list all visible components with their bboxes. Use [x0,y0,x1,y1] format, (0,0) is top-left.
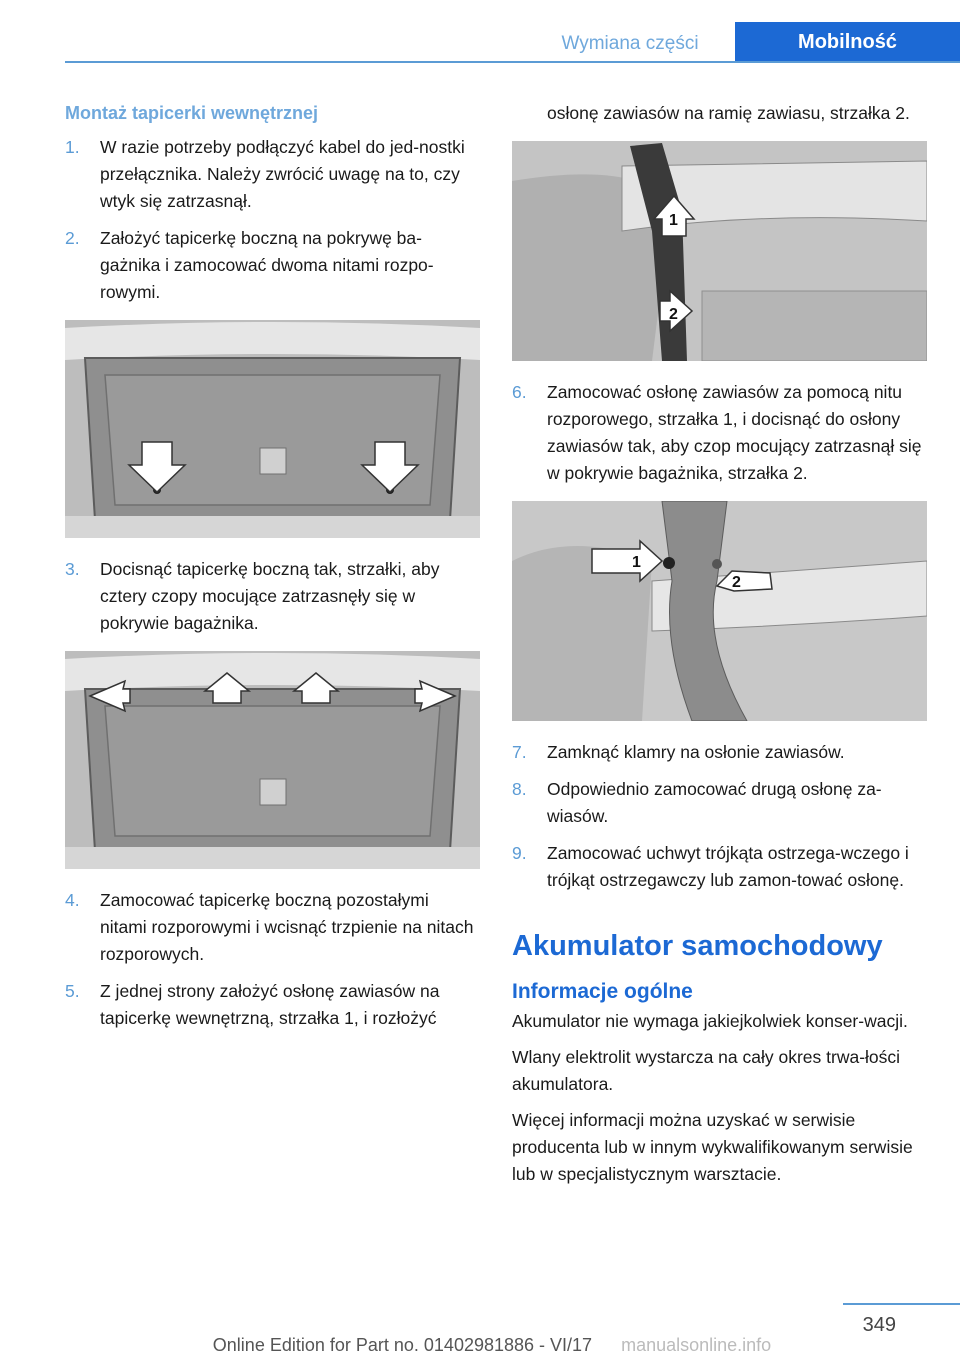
section-tab: Wymiana części [561,33,699,54]
step-text: W razie potrzeby podłączyć kabel do jed‐nostki przełącznika. Należy zwrócić uwagę na to, czy wtyk się zatrzasnął. [100,137,465,211]
step-item [512,739,932,766]
step-text: Zamocować tapicerkę boczną pozostałymi nitami rozporowymi i wcisnąć trzpienie na nitach rozporowych. [100,890,474,964]
arrow-label-1: 1 [669,212,678,229]
paragraph: Wlany elektrolit wystarcza na cały okres trwa‐łości akumulatora. [512,1047,901,1094]
left-column [65,100,480,1042]
arrow-label-2: 2 [732,574,741,591]
step-number: 1. [65,137,80,157]
step-number: 7. [512,742,527,762]
step-item [65,556,480,637]
step-item [65,978,480,1032]
step-text: Założyć tapicerkę boczną na pokrywę ba‐gażnika i zamocować dwoma nitami rozpo‐rowymi. [100,228,434,302]
step-item [65,225,480,306]
step-text: Odpowiednio zamocować drugą osłonę za‐wiasów. [547,779,882,826]
step-text: Zamknąć klamry na osłonie zawiasów. [547,742,845,762]
page-number: 349 [862,1314,896,1336]
subsection-title: Informacje ogólne [512,980,693,1003]
arrow-label-1: 1 [632,554,641,571]
footer-edition [0,1335,960,1356]
step-number: 9. [512,843,527,863]
step-number: 8. [512,779,527,799]
step-item [512,379,932,487]
step-continuation [512,100,932,127]
hinge-cover-figure-2 [512,501,927,721]
step-number: 2. [65,228,80,248]
step-text: Z jednej strony założyć osłonę zawiasów na tapicerkę wewnętrzną, strzałka 1, i rozłożyć [100,981,440,1028]
step-text: Zamocować osłonę zawiasów za pomocą nitu rozporowego, strzałka 1, i docisnąć do osłony zawiasów tak, aby czop mocujący zatrzasnął się w pokrywie bagażnika, strzałka 2. [547,382,922,483]
section-title: Akumulator samochodowy [512,930,883,962]
watermark-text: manualsonline.info [621,1335,772,1355]
edition-text: Online Edition for Part no. 01402981886 - VI/17 [212,1335,593,1355]
step-text: Docisnąć tapicerkę boczną tak, strzałki, aby cztery czopy mocujące zatrzasnęły się w pokrywie bagażnika. [100,559,440,633]
paragraph: Akumulator nie wymaga jakiejkolwiek konser‐wacji. [512,1011,908,1031]
trunk-lid-rivets-figure [65,320,480,538]
step-number: 6. [512,382,527,402]
trunk-lid-pins-figure [65,651,480,869]
hinge-cover-figure-1 [512,141,927,361]
header-divider [65,61,960,63]
arrow-label-2: 2 [669,306,678,323]
step-item [512,776,932,830]
right-column [512,100,932,1197]
step-number: 4. [65,890,80,910]
page-header [0,0,960,62]
step-item [512,840,932,894]
step-text: Zamocować uchwyt trójkąta ostrzega‐wczego i trójkąt ostrzegawczy lub zamon‐tować osłonę. [547,843,909,890]
paragraph: Więcej informacji można uzyskać w serwisie producenta lub w innym wykwalifikowanym serwisie lub w specjalistycznym warsztacie. [512,1110,913,1184]
step-number: 3. [65,559,80,579]
step-text: osłonę zawiasów na ramię zawiasu, strzałka 2. [547,103,910,123]
subsection-title: Montaż tapicerki wewnętrznej [65,103,319,123]
chapter-tab: Mobilność [735,22,960,63]
footer-divider [843,1303,960,1305]
step-item [65,887,480,968]
step-number: 5. [65,981,80,1001]
step-item [65,134,480,215]
